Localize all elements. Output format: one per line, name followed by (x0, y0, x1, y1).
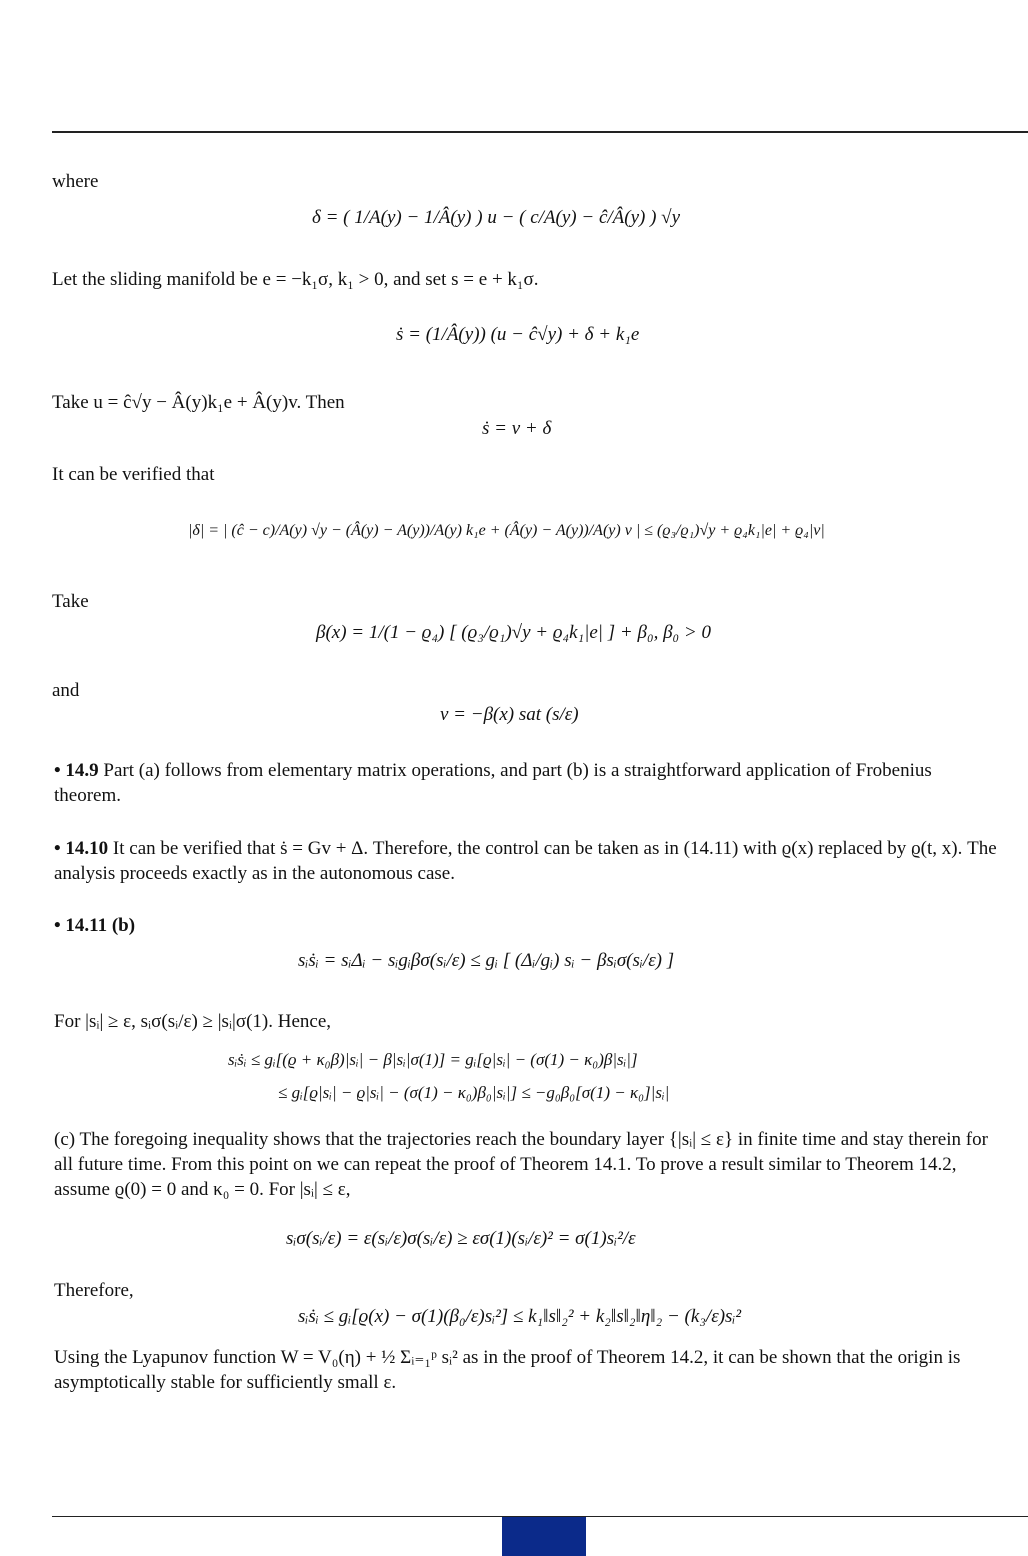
sigma-equation: sᵢσ(sᵢ/ε) = ε(sᵢ/ε)σ(sᵢ/ε) ≥ εσ(1)(sᵢ/ε)² = σ(1)sᵢ²/ε (286, 1228, 636, 1249)
v-equation: v = −β(x) sat (s/ε) (440, 704, 579, 725)
for-si-text: For |sᵢ| ≥ ε, sᵢσ(sᵢ/ε) ≥ |sᵢ|σ(1). Hence, (54, 1011, 332, 1032)
paragraph-14-10 (54, 836, 998, 886)
abs-delta-equation: |δ| = | (ĉ − c)/A(y) √y − (Â(y) − A(y))/A(y) k₁e + (Â(y) − A(y))/A(y) v | ≤ (ϱ₃/ϱ₁)√y + ϱ₄k₁|e| + ϱ₄|v| (188, 522, 825, 539)
page-badge (502, 1517, 586, 1556)
take-label: Take (52, 591, 89, 612)
section-14-9-text: Part (a) follows from elementary matrix operations, and part (b) is a straightforward application of Frobenius theorem. (54, 760, 932, 806)
and-label: and (52, 680, 80, 701)
paragraph-14-9 (54, 758, 998, 808)
section-14-9-label: • 14.9 (54, 760, 99, 781)
lyapunov-paragraph: Using the Lyapunov function W = V₀(η) + ½ Σᵢ₌₁ᵖ sᵢ² as in the proof of Theorem 14.2, it can be shown that the origin is asymptotically stable for sufficiently small ε. (54, 1347, 961, 1393)
delta-equation: δ = ( 1/A(y) − 1/Â(y) ) u − ( c/A(y) − ĉ/Â(y) ) √y (312, 207, 681, 228)
sdot-v-equation: ṡ = v + δ (482, 418, 552, 439)
verified-text: It can be verified that (52, 464, 215, 485)
sdot-equation: ṡ = (1/Â(y)) (u − ĉ√y) + δ + k₁e (396, 324, 640, 345)
section-14-10-text: It can be verified that ṡ = Gv + Δ. Therefore, the control can be taken as in (14.11) with ϱ(x) replaced by ϱ(t, x). The analysis proceeds exactly as in the autonomous case. (54, 838, 997, 884)
where-label: where (52, 171, 99, 192)
take-u-text: Take u = ĉ√y − Â(y)k₁e + Â(y)v. Then (52, 392, 345, 413)
part-c-paragraph: (c) The foregoing inequality shows that the trajectories reach the boundary layer {|sᵢ| ≤ ε} in finite time and stay therein for all future time. From this point on we can repeat the proof of Theorem 14.1. To prove a result similar to Theorem 14.2, assume ϱ(0) = 0 and κ₀ = 0. For |sᵢ| ≤ ε, (54, 1129, 988, 1200)
sliding-manifold-text: Let the sliding manifold be e = −k₁σ, k₁ > 0, and set s = e + k₁σ. (52, 269, 539, 290)
inequality-line-2: ≤ gᵢ[ϱ|sᵢ| − ϱ|sᵢ| − (σ(1) − κ₀)β₀|sᵢ|] ≤ −g₀β₀[σ(1) − κ₀]|sᵢ| (278, 1083, 670, 1102)
header-rule (52, 131, 1028, 133)
beta-equation: β(x) = 1/(1 − ϱ₄) [ (ϱ₃/ϱ₁)√y + ϱ₄k₁|e| ] + β₀, β₀ > 0 (316, 622, 711, 643)
section-14-11-label: • 14.11 (b) (54, 915, 136, 936)
si-sdot-equation: sᵢṡᵢ = sᵢΔᵢ − sᵢgᵢβσ(sᵢ/ε) ≤ gᵢ [ (Δᵢ/gᵢ) sᵢ − βsᵢσ(sᵢ/ε) ] (298, 950, 675, 971)
final-inequality: sᵢṡᵢ ≤ gᵢ[ϱ(x) − σ(1)(β₀/ε)sᵢ²] ≤ k₁‖s‖₂² + k₂‖s‖₂‖η‖₂ − (k₃/ε)sᵢ² (298, 1306, 742, 1327)
section-14-10-label: • 14.10 (54, 838, 109, 859)
therefore-label: Therefore, (54, 1280, 134, 1301)
inequality-line-1: sᵢṡᵢ ≤ gᵢ[(ϱ + κ₀β)|sᵢ| − β|sᵢ|σ(1)] = gᵢ[ϱ|sᵢ| − (σ(1) − κ₀)β|sᵢ|] (228, 1050, 638, 1069)
